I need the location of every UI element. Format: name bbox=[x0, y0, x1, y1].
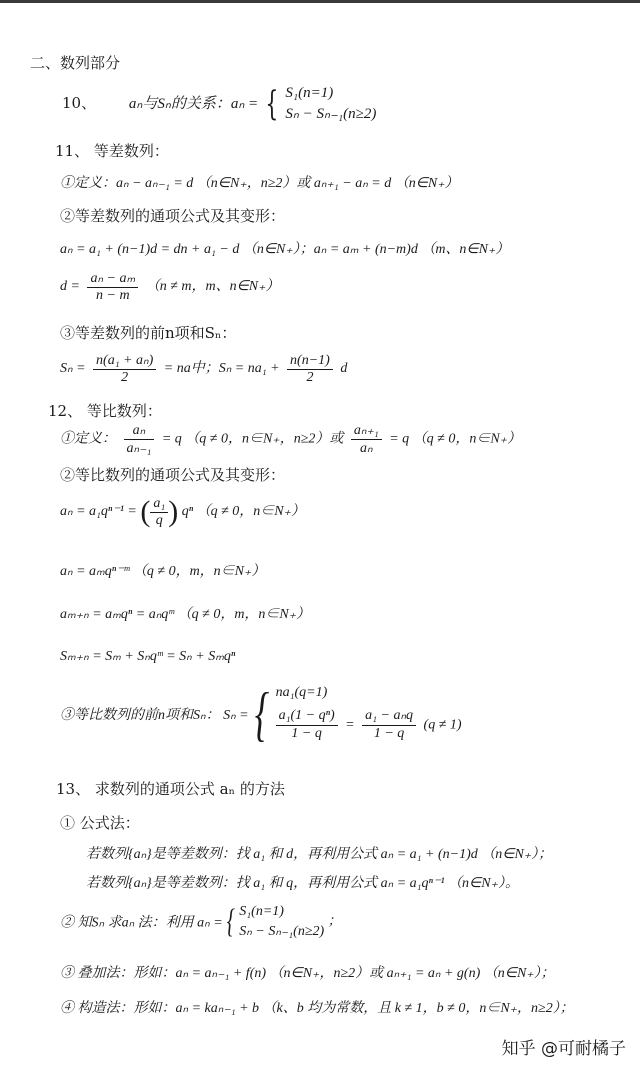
geo-sum-case-1: na₁(q=1) bbox=[275, 685, 328, 701]
method-1-line-1: 若数列{aₙ}是等差数列：找 a₁ 和 d，再利用公式 aₙ = a₁ + (n−1)d （n∈N₊）； bbox=[86, 847, 553, 862]
method-2-case-1: S₁(n=1) bbox=[239, 904, 284, 919]
top-border bbox=[0, 0, 640, 3]
d-fraction bbox=[87, 270, 138, 304]
geo-def-fraction-2 bbox=[351, 422, 382, 457]
geo-sum-left: ③等比数列的前n项和Sₙ： Sₙ = bbox=[60, 708, 249, 723]
arith-sum-title: ③等差数列的前n项和Sₙ： bbox=[60, 324, 237, 342]
arith-formula-1: aₙ = a₁ + (n−1)d = dn + a₁ − d （n∈N₊）；aₙ = aₘ + (n−m)d （m、n∈N₊） bbox=[60, 242, 510, 257]
method-3: ③ 叠加法：形如：aₙ = aₙ₋₁ + f(n) （n∈N₊，n≥2）或 aₙ₊₁ = aₙ + g(n) （n∈N₊）； bbox=[60, 966, 555, 981]
sum-fraction-2 bbox=[287, 353, 333, 386]
arith-definition: ①定义：aₙ − aₙ₋₁ = d （n∈N₊，n≥2）或 aₙ₊₁ − aₙ = d （n∈N₊） bbox=[60, 176, 459, 191]
sum-denominator-2: 2 bbox=[306, 369, 314, 385]
method-2-case-2: Sₙ − Sₙ₋₁(n≥2) bbox=[239, 923, 325, 939]
arith-formula-title: ②等差数列的通项公式及其变形： bbox=[60, 207, 286, 225]
geo-sum-cond: (q ≠ 1) bbox=[423, 717, 462, 733]
item-10-text: aₙ与Sₙ的关系：aₙ = bbox=[128, 96, 259, 112]
geo-def-num-2: aₙ₊₁ bbox=[351, 422, 382, 440]
item-10-number: 10、 bbox=[62, 94, 97, 112]
geo-sum-formula bbox=[60, 681, 462, 747]
case-1: S₁(n=1) bbox=[285, 85, 334, 101]
watermark bbox=[502, 1034, 626, 1059]
geo-f1-fraction bbox=[150, 496, 168, 529]
geo-formula-4: Sₘ₊ₙ = Sₘ + Sₙqᵐ = Sₙ + Sₘqⁿ bbox=[60, 649, 236, 664]
method-2-left: ② 知Sₙ 求aₙ 法：利用 aₙ = bbox=[60, 915, 223, 931]
item-12-title: 12、 等比数列： bbox=[48, 402, 162, 420]
d-condition: （n ≠ m，m、n∈N₊） bbox=[145, 279, 280, 295]
arith-sum-formula bbox=[60, 352, 347, 386]
left-paren-icon: ( bbox=[140, 495, 151, 528]
geo-f1-tail: qⁿ （q ≠ 0，n∈N₊） bbox=[181, 504, 306, 520]
case-2: Sₙ − Sₙ₋₁(n≥2) bbox=[285, 106, 377, 122]
d-numerator: aₙ − aₘ bbox=[87, 270, 138, 288]
geo-formula-title: ②等比数列的通项公式及其变形： bbox=[60, 466, 286, 484]
sum-fraction-1 bbox=[93, 352, 156, 386]
geo-sum-den-1: 1 − q bbox=[291, 725, 322, 741]
item-10 bbox=[62, 83, 376, 125]
method-2-tail: ； bbox=[327, 913, 342, 929]
geo-f1-den: q bbox=[155, 512, 163, 528]
geo-f1-left: aₙ = a₁qⁿ⁻¹ = bbox=[60, 504, 137, 520]
sum-middle: = na中；Sₙ = na₁ + bbox=[163, 361, 280, 377]
brace-icon: { bbox=[254, 681, 270, 747]
watermark-text: 知乎 @可耐橘子 bbox=[501, 1039, 626, 1059]
sum-numerator-2: n(n−1) bbox=[287, 353, 333, 370]
brace-icon: { bbox=[265, 84, 279, 124]
geo-def-fraction-1 bbox=[124, 422, 155, 457]
geo-def-tail: = q （q ≠ 0，n∈N₊） bbox=[389, 431, 522, 447]
geo-def-left: ①定义： bbox=[60, 431, 116, 447]
sum-tail: d bbox=[340, 361, 348, 377]
section-title: 二、数列部分 bbox=[30, 54, 121, 72]
d-denominator: n − m bbox=[96, 288, 130, 303]
sum-left: Sₙ = bbox=[60, 361, 86, 377]
geo-sum-den-2: 1 − q bbox=[373, 725, 405, 741]
method-4: ④ 构造法：形如：aₙ = kaₙ₋₁ + b （k、b 均为常数，且 k ≠ 1，b ≠ 0，n∈N₊，n≥2）； bbox=[60, 1001, 574, 1016]
item-10-cases bbox=[285, 83, 376, 125]
d-left: d = bbox=[60, 279, 80, 295]
geo-sum-num-2: a₁ − aₙq bbox=[362, 708, 416, 726]
method-1-line-2: 若数列{aₙ}是等差数列：找 a₁ 和 q，再利用公式 aₙ = a₁qⁿ⁻¹ （n∈N₊）。 bbox=[86, 876, 519, 891]
geo-definition bbox=[60, 422, 521, 457]
geo-sum-frac-1 bbox=[276, 708, 338, 743]
geo-sum-num-1: a₁(1 − qⁿ) bbox=[276, 708, 338, 726]
sum-numerator-1: n(a₁ + aₙ) bbox=[93, 352, 156, 370]
right-paren-icon: ) bbox=[168, 495, 179, 528]
geo-def-den-1: aₙ₋₁ bbox=[126, 441, 152, 456]
method-1-title: ① 公式法： bbox=[60, 814, 140, 832]
arith-d-formula bbox=[60, 270, 280, 304]
item-13-title: 13、 求数列的通项公式 aₙ 的方法 bbox=[56, 780, 285, 798]
brace-icon: { bbox=[226, 902, 236, 940]
geo-sum-frac-2 bbox=[362, 708, 416, 743]
geo-def-middle: = q （q ≠ 0，n∈N₊，n≥2）或 bbox=[161, 431, 344, 447]
geo-formula-2: aₙ = aₘqⁿ⁻ᵐ （q ≠ 0，m，n∈N₊） bbox=[60, 564, 266, 579]
geo-def-den-2: aₙ bbox=[360, 441, 373, 456]
geo-formula-3: aₘ₊ₙ = aₘqⁿ = aₙqᵐ （q ≠ 0，m，n∈N₊） bbox=[60, 607, 311, 622]
method-2 bbox=[60, 902, 342, 941]
geo-sum-cases bbox=[276, 685, 462, 742]
geo-def-num-1: aₙ bbox=[124, 422, 155, 440]
geo-formula-1 bbox=[60, 495, 305, 529]
item-11-title: 11、 等差数列： bbox=[55, 142, 169, 160]
geo-sum-case-2 bbox=[276, 708, 462, 743]
method-2-cases bbox=[239, 902, 324, 941]
geo-sum-eq: = bbox=[345, 717, 355, 733]
sum-denominator-1: 2 bbox=[121, 370, 129, 385]
geo-f1-num: a₁ bbox=[150, 496, 168, 513]
